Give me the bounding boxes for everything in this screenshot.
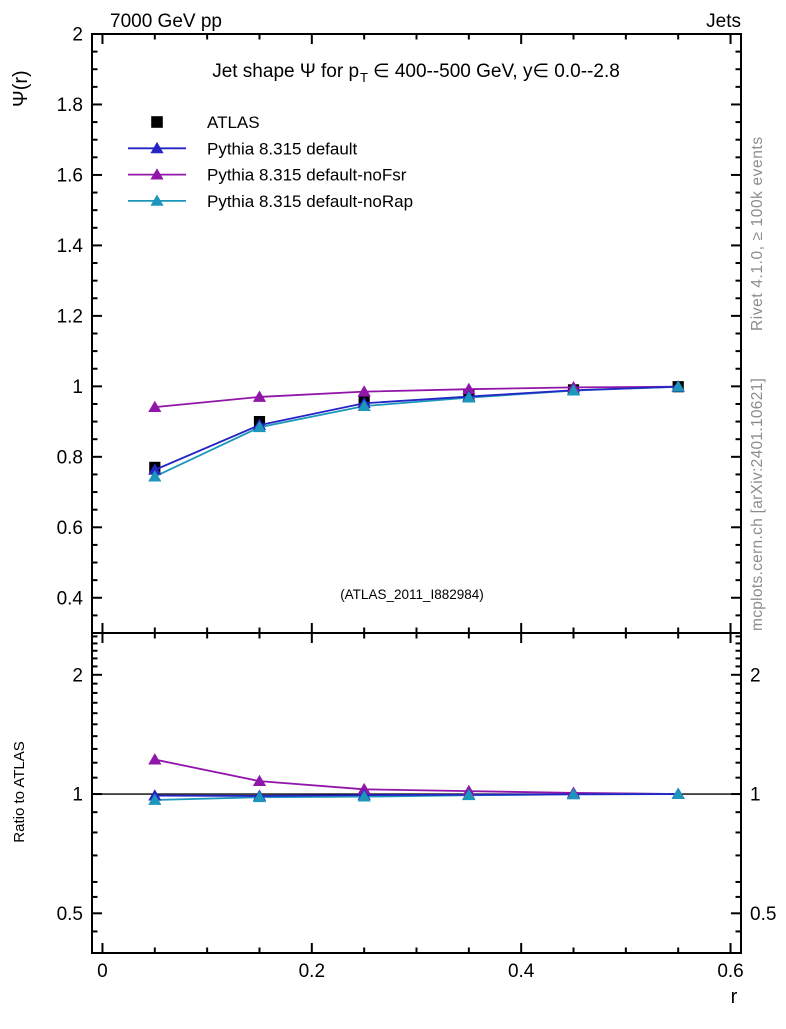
- axis-ticks: [92, 34, 741, 953]
- x-tick-label: 0.4: [507, 961, 535, 982]
- legend-label: Pythia 8.315 default-noFsr: [207, 165, 407, 185]
- y-tick-label: 1.2: [56, 306, 83, 328]
- plot-title: Jet shape Ψ for $p_T$ ∈ 400--500 GeV, y∈ 0.0--2.8: [212, 61, 620, 85]
- main-panel-series: [148, 380, 685, 481]
- y-tick-label: 1.8: [56, 94, 83, 116]
- y-tick-label: 2: [72, 24, 83, 46]
- main-panel-frame: [92, 34, 741, 633]
- ratio-tick-label-left: 0.5: [56, 903, 83, 925]
- y-tick-label: 1.4: [56, 235, 83, 257]
- y-tick-label: 0.6: [56, 517, 83, 539]
- ratio-tick-label-right: 1: [750, 784, 761, 806]
- legend-label: Pythia 8.315 default: [207, 139, 358, 159]
- legend-square-marker: [151, 116, 163, 128]
- series-line: [155, 760, 678, 794]
- y-tick-label: 0.4: [56, 588, 83, 610]
- legend-label: Pythia 8.315 default-noRap: [207, 191, 414, 211]
- analysis-id-watermark: (ATLAS_2011_I882984): [340, 587, 484, 602]
- axis-tick-labels: [57, 25, 777, 983]
- x-tick-label: 0.2: [298, 961, 326, 982]
- y-axis-label-ratio: Ratio to ATLAS: [11, 741, 28, 843]
- mcplots-arxiv-note: mcplots.cern.ch [arXiv:2401.10621]: [749, 377, 766, 631]
- ratio-tick-label-left: 2: [72, 665, 83, 687]
- y-axis-label-main: Ψ(r): [10, 70, 32, 107]
- triangle-marker: [148, 753, 161, 764]
- ratio-tick-label-right: 0.5: [750, 903, 777, 925]
- y-tick-label: 0.8: [56, 447, 83, 469]
- legend-label: ATLAS: [207, 113, 260, 132]
- analysis-group-label: Jets: [706, 11, 741, 32]
- y-tick-label: 1: [72, 376, 83, 398]
- x-tick-label: 0.6: [717, 961, 744, 982]
- x-tick-label: 0: [97, 961, 108, 982]
- beam-energy-label: 7000 GeV pp: [110, 11, 222, 32]
- x-axis-label: r: [730, 986, 738, 1008]
- rivet-version-note: Rivet 4.1.0, ≥ 100k events: [749, 136, 766, 331]
- ratio-tick-label-left: 1: [72, 784, 83, 806]
- y-tick-label: 1.6: [56, 165, 83, 187]
- ratio-panel-series: [92, 753, 741, 805]
- ratio-tick-label-right: 2: [750, 665, 761, 687]
- legend: [128, 113, 413, 211]
